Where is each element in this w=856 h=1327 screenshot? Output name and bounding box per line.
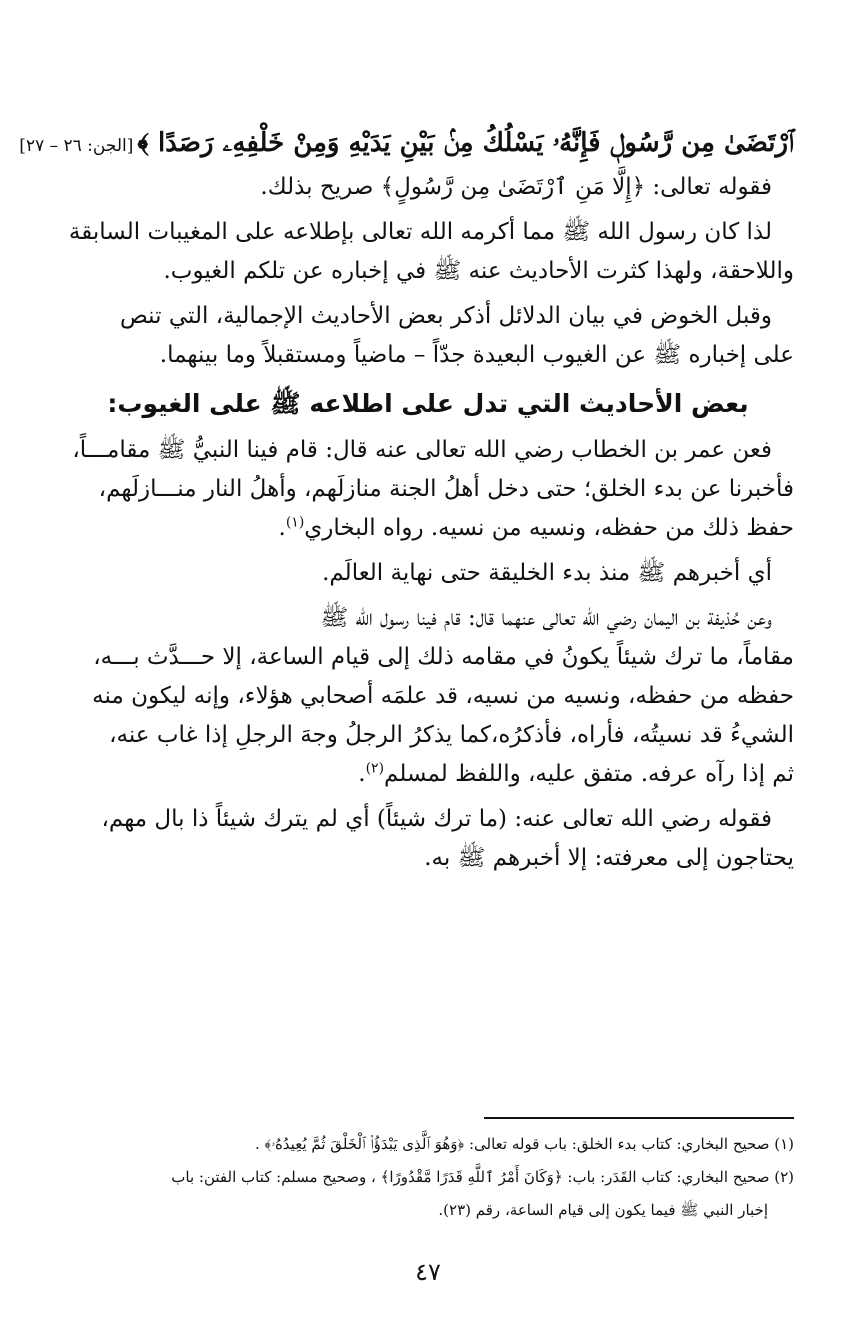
quran-verse-line [19, 118, 794, 168]
paragraph-1 [62, 168, 794, 207]
paragraph-2 [62, 213, 794, 291]
text-line: مقاماً، ما ترك شيئاً يكونُ في مقامه ذلك إلى قيام الساعة، إلا حـــدَّث بـــه، [93, 644, 794, 670]
text-line: وعن حُذيفة بن اليمان رضي الله تعالى عنهما قال: قام فينا رسول الله ﷺ [320, 605, 772, 631]
footnote-reference[interactable]: (١) [285, 514, 305, 531]
footnote-1: (١) صحيح البخاري: كتاب بدء الخلق: باب قوله تعالى: ﴿وَهُوَ ٱلَّذِى يَبْدَؤُا۟ ٱلْخَلْقَ ثُمَّ يُعِيدُهُۥ﴾ . [255, 1135, 794, 1153]
text-line: فقوله رضي الله تعالى عنه: (ما ترك شيئاً) أي لم يترك شيئاً ذا بال مهم، [101, 806, 772, 832]
text-line-with-footnote [62, 755, 794, 794]
text-line: وقبل الخوض في بيان الدلائل أذكر بعض الأحاديث الإجمالية، التي تنص [120, 303, 772, 329]
text-fragment: . [278, 515, 286, 541]
page-number: ٤٧ [415, 1258, 441, 1286]
text-line: أي أخبرهم ﷺ منذ بدء الخليقة حتى نهاية العالَم. [322, 560, 772, 586]
quran-verse: ﭐﺭْﺗَﻀَﻰٰ ﻣِﻦ ﺭَّﺳُﻮﻝٖ ﻓَﺈِﻧَّﻪُۥ ﻳَﺴْﻠُﻚُ ﻣِﻦۢ ﺑَﻴْﻦِ ﻳَﺪَﻳْﻪِ ﻭَﻣِﻦْ ﺧَﻠْﻔِﻪِۦ ﺭَﺻَﺪًﺍ ﴾ [137, 128, 794, 158]
text-fragment: . [358, 761, 366, 787]
footnote-2-continuation: إخبار النبي ﷺ فيما يكون إلى قيام الساعة، رقم (٢٣). [438, 1201, 768, 1219]
text-line: على إخباره ﷺ عن الغيوب البعيدة جدّاً – ماضياً ومستقبلاً وما بينهما. [159, 342, 794, 368]
text-line: حفظه من حفظه، ونسيه من نسيه، قد علمَه أصحابي هؤلاء، وإنه ليكون منه [92, 683, 794, 709]
footnote-divider [484, 1117, 794, 1119]
section-heading: بعض الأحاديث التي تدل على اطلاعه ﷺ على الغيوب: [107, 389, 749, 418]
text-line-with-footnote [62, 509, 794, 548]
footnotes [62, 1128, 794, 1227]
text-line: يحتاجون إلى معرفته: إلا أخبرهم ﷺ به. [424, 845, 794, 871]
paragraph-4 [62, 431, 794, 548]
text-line: واللاحقة، ولهذا كثرت الأحاديث عنه ﷺ في إخباره عن تلكم الغيوب. [163, 258, 794, 284]
text-line: فأخبرنا عن بدء الخلق؛ حتى دخل أهلُ الجنة منازلَهم، وأهلُ النار منـــازلَهم، [98, 476, 794, 502]
verse-reference: [الجن: ٢٦ – ٢٧] [19, 136, 134, 156]
page-body [19, 118, 794, 884]
paragraph-6 [62, 599, 794, 794]
paragraph-3 [62, 297, 794, 375]
paragraph-5 [62, 554, 794, 593]
text-fragment: حفظ ذلك من حفظه، ونسيه من نسيه. رواه البخاري [304, 515, 794, 541]
footnote-2: (٢) صحيح البخاري: كتاب القَدَر: باب: ﴿وَكَانَ أَمْرُ ٱللَّهِ قَدَرًا مَّقْدُورًا﴾ ، وصحيح مسلم: كتاب الفتن: باب [171, 1168, 794, 1186]
paragraph-7 [62, 800, 794, 878]
text-fragment: ثم إذا رآه عرفه. متفق عليه، واللفظ لمسلم [384, 761, 794, 787]
text-line: فعن عمر بن الخطاب رضي الله تعالى عنه قال: قام فينا النبيُّ ﷺ مقامـــاً، [72, 437, 772, 463]
text-line: لذا كان رسول الله ﷺ مما أكرمه الله تعالى بإطلاعه على المغيبات السابقة [68, 219, 772, 245]
footnote-reference[interactable]: (٢) [365, 760, 385, 777]
text-line: الشيءُ قد نسيتُه، فأراه، فأذكرُه،كما يذكرُ الرجلُ وجهَ الرجلِ إذا غاب عنه، [109, 722, 794, 748]
text-line: فقوله تعالى: ﴿إِلَّا مَنِ ٱرْتَضَىٰ مِن رَّسُولٍ﴾ صريح بذلك. [260, 174, 772, 200]
